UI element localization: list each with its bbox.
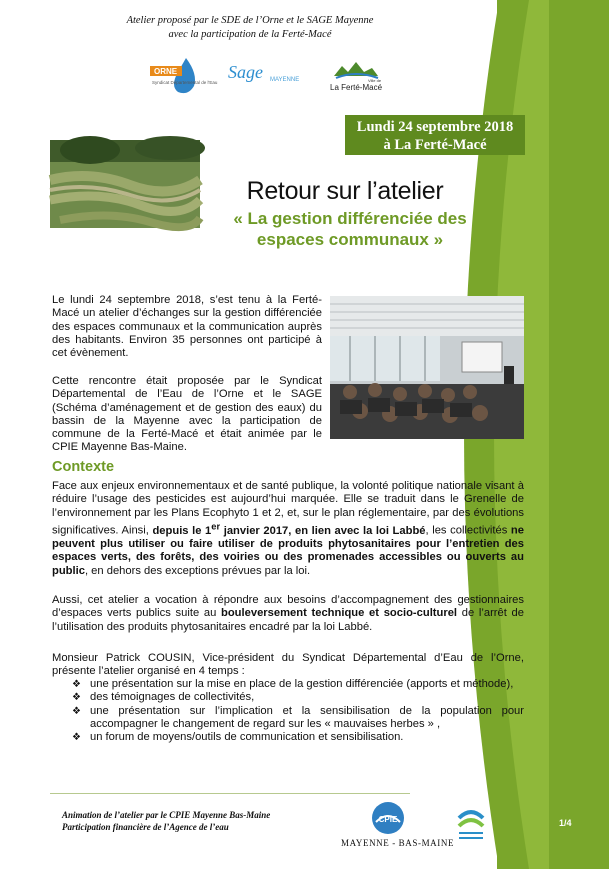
section-heading-contexte: Contexte (52, 459, 115, 475)
contexte-paragraph-3: Monsieur Patrick COUSIN, Vice-président du Syndicat Départemental d’Eau de l’Orne, présente l’atelier organisé en 4 temps : (52, 652, 524, 678)
agenda-item-text: des témoignages de collectivités, (90, 691, 255, 704)
diamond-bullet-icon: ❖ (72, 732, 81, 744)
contexte-paragraph-2 (52, 594, 524, 634)
header-line-2: avec la participation de la Ferté-Macé (168, 29, 332, 40)
header-banner (60, 14, 440, 42)
cpie-caption: MAYENNE - BAS-MAINE (341, 838, 455, 848)
agenda-item-text: une présentation sur l’implication et la sensibilisation de la population pour accompagner le changement de regard sur les « mauvaises herbes » , (90, 704, 524, 730)
header-line-1: Atelier proposé par le SDE de l’Orne et le SAGE Mayenne (126, 15, 374, 26)
contexte-p1-collectivites: , les collectivités (425, 524, 511, 537)
footer-divider (50, 793, 410, 794)
contexte-p1-bold-date (152, 520, 426, 537)
footer-line-2: Participation financière de l’Agence de l’eau (62, 822, 229, 832)
event-date-box (345, 115, 525, 155)
subtitle-line-2: espaces communaux » (256, 230, 444, 249)
diamond-bullet-icon: ❖ (72, 679, 81, 690)
list-item (72, 691, 524, 704)
orne-logo-subtext: Syndicat Départemental de l'Eau (152, 80, 218, 85)
contexte-p1-date-end: janvier 2017, en lien avec la loi Labbé (220, 524, 426, 537)
ferte-logo-small: Ville de (368, 78, 382, 83)
sage-logo-subtext: MAYENNE (270, 77, 300, 83)
contexte-paragraph-1 (52, 480, 524, 578)
event-location: à La Ferté-Macé (383, 137, 487, 153)
contexte-p1-sup: er (211, 520, 221, 531)
contexte-p2-bold: bouleversement technique et socio-culturel (221, 607, 458, 620)
contexte-p2-intro: Aussi, cet atelier a vocation à répondre aux besoins d’accompagnement des gestionnaires d’espaces verts publics suite au (52, 594, 524, 620)
sage-logo-text: Sage (228, 62, 263, 82)
partner-logos (0, 56, 609, 100)
diamond-bullet-icon: ❖ (72, 692, 81, 704)
ferte-mace-logo (328, 56, 386, 94)
agenda-item-text: un forum de moyens/outils de communication et sensibilisation. (90, 731, 404, 744)
subtitle-line-1: « La gestion différenciée des (233, 209, 467, 228)
agenda-list (72, 678, 524, 744)
list-item (72, 705, 524, 732)
event-date: Lundi 24 septembre 2018 (356, 119, 514, 135)
intro-paragraph-1: Le lundi 24 septembre 2018, s’est tenu à la Ferté-Macé un atelier d’échanges sur la gestion différenciée des espaces communaux et la communication auprès des habitants. Environ 35 personnes ont participé à cet évènement. (52, 294, 322, 360)
footer-credits (62, 809, 270, 833)
cpie-logo-text: CPIE (378, 815, 398, 824)
contexte-p1-date-start: depuis le 1 (152, 524, 212, 537)
agenda-item-text: une présentation sur la mise en place de la gestion différenciée (apports et méthode), (90, 678, 514, 690)
footer-line-1: Animation de l’atelier par le CPIE Mayenne Bas-Maine (62, 810, 271, 820)
page-number: 1/4 (559, 818, 572, 828)
contexte-p1-bold-rule: ne peuvent plus utiliser ou faire utiliser de produits phytosanitaires pour l’entretien des espaces verts, des forêts, des voiries ou des promenades accessibles ou ouverts au public (52, 524, 524, 577)
agence-eau-logo (455, 804, 487, 846)
sage-mayenne-logo (226, 60, 310, 86)
contexte-p1-intro: Face aux enjeux environnementaux et de santé publique, la volonté politique nationale visant à réduire l’usage des pesticides est aujourd’hui marquée. Elle se traduit dans le Grenelle de l’environnement par les Plans Ecophyto 1 et 2, et, sur le plan réglementaire, par des évolutions significatives. Ainsi, (52, 480, 524, 537)
sde-orne-logo (148, 56, 218, 98)
list-item (72, 731, 524, 744)
meadow-photo (50, 140, 200, 228)
workshop-photo (330, 296, 524, 439)
ferte-logo-text: La Ferté-Macé (330, 83, 383, 92)
page-subtitle (205, 208, 495, 250)
diamond-bullet-icon: ❖ (72, 705, 81, 717)
contexte-p1-end: , en dehors des exceptions prévues par la loi. (84, 564, 311, 577)
intro-paragraph-2: Cette rencontre était proposée par le Syndicat Départemental de l’Eau de l’Orne et le SAGE (Schéma d’aménagement et de gestion des eaux) du bassin de la Mayenne avec la participation de commune de la Ferté-Macé et était animée par le CPIE Mayenne Bas-Maine. (52, 375, 322, 454)
page-title: Retour sur l’atelier (246, 177, 444, 205)
cpie-logo (370, 800, 406, 836)
orne-logo-text: ORNE (154, 67, 178, 76)
contexte-p2-end: de l’arrêt de l’utilisation des produits phytosanitaires encadré par la loi Labbé. (52, 607, 525, 633)
list-item (72, 678, 524, 691)
